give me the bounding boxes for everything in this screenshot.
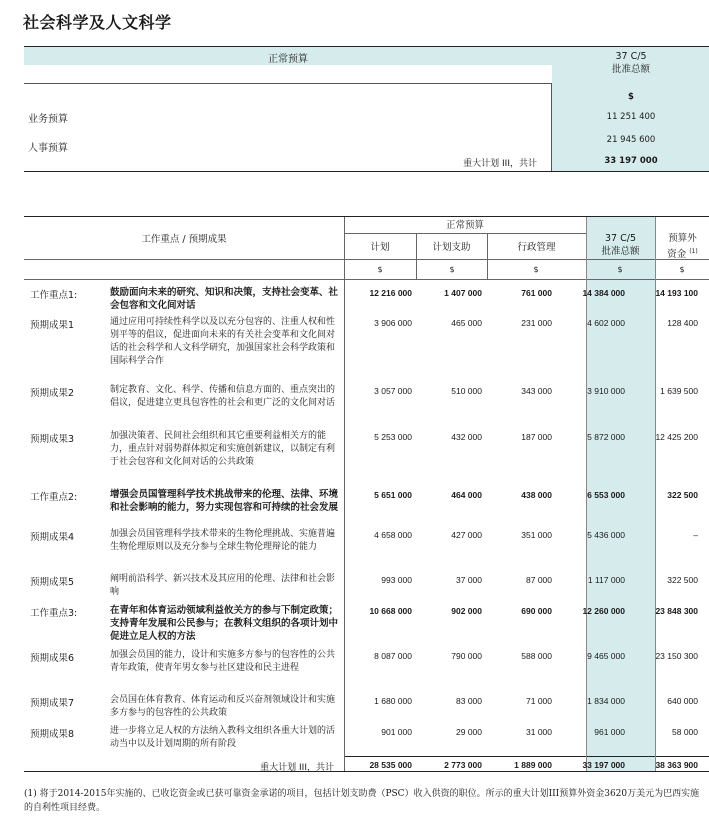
total-approved: 33 197 000 xyxy=(582,760,625,770)
approved-value: 6 553 000 xyxy=(587,490,625,500)
plan-value: 1 680 000 xyxy=(374,696,412,706)
priority-description: 鼓励面向未来的研究、知识和决策，支持社会变革、社会包容和文化间对话 xyxy=(110,287,339,311)
plan-value: 3 057 000 xyxy=(374,386,412,396)
work-column-header: 工作重点 / 预期成果 xyxy=(141,234,227,245)
result-description: 加强会员国管理科学技术带来的生物伦理挑战、实施普遍生物伦理原则以及充分参与全球生物伦理辩论的能力 xyxy=(110,529,336,552)
currency-label: $ xyxy=(377,265,383,274)
plan-value: 5 651 000 xyxy=(374,490,412,500)
result-description: 阐明前沿科学、新兴技术及其应用的伦理、法律和社会影响 xyxy=(110,574,336,597)
plan-support-header: 计划支助 xyxy=(432,242,471,253)
approved-value: 3 910 000 xyxy=(587,386,625,396)
extrabudgetary-value: 128 400 xyxy=(667,318,698,328)
divider xyxy=(24,259,709,260)
admin-value: 690 000 xyxy=(521,606,552,616)
extrabudgetary-value: 14 193 100 xyxy=(655,288,698,298)
staff-budget-label: 人事预算 xyxy=(28,143,68,154)
plan-value: 4 658 000 xyxy=(374,530,412,540)
currency-label: $ xyxy=(533,265,539,274)
plan-value: 10 668 000 xyxy=(369,606,412,616)
result-label: 预期成果3 xyxy=(30,434,75,445)
regular-budget-header: 正常预算 xyxy=(268,54,308,65)
plan-support-value: 432 000 xyxy=(451,432,482,442)
approved-value: 14 384 000 xyxy=(582,288,625,298)
approved-value: 5 436 000 xyxy=(587,530,625,540)
priority-description: 在青年和体育运动领域利益攸关方的参与下制定政策；支持青年发展和公民参与；在教科文组织的各项计划中促进立足人权的方法 xyxy=(110,605,339,642)
approved-value: 9 465 000 xyxy=(587,651,625,661)
approved-total-header xyxy=(552,50,709,76)
extrabudgetary-value: 322 500 xyxy=(667,490,698,500)
extrabudgetary-value: 1 639 500 xyxy=(660,386,698,396)
currency-label: $ xyxy=(628,92,634,102)
admin-header: 行政管理 xyxy=(517,242,556,253)
plan-support-value: 790 000 xyxy=(451,651,482,661)
priority-description: 增强会员国管理科学技术挑战带来的伦理、法律、环境和社会影响的能力，努力实现包容和可持续的社会发展 xyxy=(110,489,339,513)
currency-label: $ xyxy=(449,265,455,274)
extrabudgetary-value: 58 000 xyxy=(672,727,698,737)
admin-value: 31 000 xyxy=(526,727,552,737)
budget-summary-table xyxy=(24,46,709,172)
extrabudgetary-value: 23 848 300 xyxy=(655,606,698,616)
admin-value: 761 000 xyxy=(521,288,552,298)
admin-value: 87 000 xyxy=(526,575,552,585)
plan-support-value: 83 000 xyxy=(456,696,482,706)
extrabudgetary-header xyxy=(655,232,709,261)
extrabudgetary-funds-label: 资金 xyxy=(667,249,687,261)
result-description: 进一步将立足人权的方法纳入教科文组织各重大计划的活动当中以及计划周期的所有阶段 xyxy=(110,726,336,749)
plan-support-value: 465 000 xyxy=(451,318,482,328)
plan-value: 993 000 xyxy=(381,575,412,585)
approved-value: 1 834 000 xyxy=(587,696,625,706)
total-plan: 28 535 000 xyxy=(369,760,412,770)
plan-support-value: 427 000 xyxy=(451,530,482,540)
total-extrabudgetary: 38 363 900 xyxy=(655,760,698,770)
approved-value: 4 602 000 xyxy=(587,318,625,328)
divider xyxy=(24,279,709,280)
divider xyxy=(24,83,552,84)
result-description: 制定教育、文化、科学、传播和信息方面的、重点突出的倡议，促进建立更具包容性的社会和更广泛的文化间对话 xyxy=(110,385,336,408)
plan-support-value: 510 000 xyxy=(451,386,482,396)
result-description: 会员国在体育教育、体育运动和反兴奋剂领域设计和实施多方参与的包容性的公共政策 xyxy=(110,695,336,718)
total-admin: 1 889 000 xyxy=(514,760,552,770)
admin-value: 231 000 xyxy=(521,318,552,328)
table-rule xyxy=(24,171,709,172)
approved-value: 1 117 000 xyxy=(587,575,625,585)
total-label: 重大计划 III，共计 xyxy=(463,159,537,169)
extrabudgetary-value: 23 150 300 xyxy=(655,651,698,661)
plan-support-value: 29 000 xyxy=(456,727,482,737)
operational-budget-value: 11 251 400 xyxy=(606,112,656,122)
extrabudgetary-value: 322 500 xyxy=(667,575,698,585)
priority-label: 工作重点2: xyxy=(30,492,78,503)
regular-budget-header: 正常预算 xyxy=(445,220,484,231)
plan-support-value: 37 000 xyxy=(456,575,482,585)
plan-value: 901 000 xyxy=(381,727,412,737)
plan-support-value: 1 407 000 xyxy=(444,288,482,298)
total-label: 重大计划 III，共计 xyxy=(260,763,334,773)
result-label: 预期成果2 xyxy=(30,388,75,399)
currency-label: $ xyxy=(617,265,623,274)
operational-budget-label: 业务预算 xyxy=(28,114,68,125)
extrabudgetary-label-2 xyxy=(655,245,709,261)
approved-total-header xyxy=(586,232,655,258)
result-label: 预期成果5 xyxy=(30,577,75,588)
total-value: 33 197 000 xyxy=(604,156,658,166)
approved-value: 5 872 000 xyxy=(587,432,625,442)
plan-support-value: 464 000 xyxy=(451,490,482,500)
result-label: 预期成果1 xyxy=(30,320,75,331)
plan-value: 3 906 000 xyxy=(374,318,412,328)
currency-label: $ xyxy=(679,265,685,274)
approved-total-label: 批准总额 xyxy=(611,64,650,75)
result-label: 预期成果8 xyxy=(30,729,75,740)
admin-value: 438 000 xyxy=(521,490,552,500)
plan-header: 计划 xyxy=(370,242,390,253)
extrabudgetary-value: 640 000 xyxy=(667,696,698,706)
result-description: 加强会员国的能力，设计和实施多方参与的包容性的公共青年政策，使青年男女参与社区建设和民主进程 xyxy=(110,650,336,673)
document-code: 37 C/5 xyxy=(615,51,647,62)
admin-value: 588 000 xyxy=(521,651,552,661)
admin-value: 351 000 xyxy=(521,530,552,540)
extrabudgetary-value: 12 425 200 xyxy=(655,432,698,442)
result-label: 预期成果4 xyxy=(30,532,75,543)
admin-value: 187 000 xyxy=(521,432,552,442)
admin-value: 343 000 xyxy=(521,386,552,396)
priority-label: 工作重点3: xyxy=(30,608,78,619)
extrabudgetary-label: 预算外 xyxy=(668,233,697,244)
staff-budget-value: 21 945 600 xyxy=(606,135,656,145)
approved-value: 12 260 000 xyxy=(582,606,625,616)
footnote-marker: (1) xyxy=(689,248,698,255)
approved-total-label: 批准总额 xyxy=(601,246,640,257)
divider xyxy=(344,217,345,771)
priority-label: 工作重点1: xyxy=(30,290,78,301)
extrabudgetary-value: – xyxy=(693,530,698,540)
plan-value: 8 087 000 xyxy=(374,651,412,661)
admin-value: 71 000 xyxy=(526,696,552,706)
document-code: 37 C/5 xyxy=(605,233,636,244)
total-plan-support: 2 773 000 xyxy=(444,760,482,770)
result-description: 通过应用可持续性科学以及以充分包容的、注重人权和性别平等的倡议，促进面向未来的有关社会变革和文化间对话的社会科学和人文科学研究，加强国家社会科学政策和国际科学合作 xyxy=(110,317,336,366)
plan-value: 12 216 000 xyxy=(369,288,412,298)
approved-value: 961 000 xyxy=(594,727,625,737)
result-label: 预期成果6 xyxy=(30,653,75,664)
divider xyxy=(344,233,586,234)
plan-support-value: 902 000 xyxy=(451,606,482,616)
detail-table xyxy=(24,216,709,772)
result-description: 加强决策者、民间社会组织和其它重要利益相关方的能力，重点针对弱势群体拟定和实施创新建议，以制定有利于社会包容和文化间对话的公共政策 xyxy=(110,431,336,467)
page-title: 社会科学及人文科学 xyxy=(23,13,172,32)
result-label: 预期成果7 xyxy=(30,698,75,709)
footnote: (1) 将于2014-2015年实施的、已收讫资金或已获可靠资金承诺的项目，包括计划支助费（PSC）收入供资的职位。所示的重大计划III预算外资金3620万美元为巴西实施的自利性项目经费。 xyxy=(24,789,700,813)
plan-value: 5 253 000 xyxy=(374,432,412,442)
